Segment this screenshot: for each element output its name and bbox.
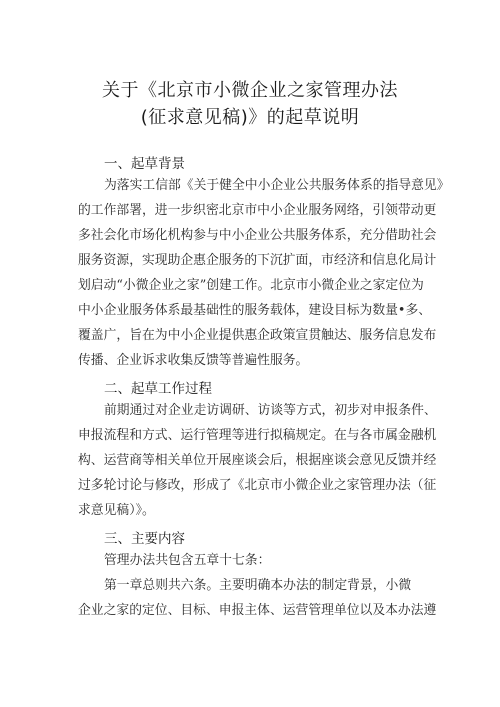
paragraph-line: 覆盖广，旨在为中小企业提供惠企政策宣贯触达、服务信息发布 <box>78 328 437 343</box>
section-heading-background: 一、起草背景 <box>104 156 185 172</box>
paragraph-line: 划启动“小微企业之家”创建工作。北京市小微企业之家定位为 <box>78 278 424 293</box>
section-heading-process: 二、起草工作过程 <box>104 381 212 397</box>
paragraph-line: 中小企业服务体系最基础性的服务载体，建设目标为数量•多、 <box>78 303 432 318</box>
paragraph-line: 的工作部署，进一步织密北京市中小企业服务网络，引领带动更 <box>78 203 437 218</box>
paragraph-line: 求意见稿）》。 <box>78 503 155 518</box>
paragraph-line: 传播、企业诉求收集反馈等普遍性服务。 <box>78 353 309 368</box>
paragraph-line: 过多轮讨论与修改，形成了《北京市小微企业之家管理办法（征 <box>78 478 437 493</box>
paragraph-line: 申报流程和方式、运行管理等进行拟稿规定。在与各市属金融机 <box>78 428 437 443</box>
paragraph-line: 前期通过对企业走访调研、访谈等方式，初步对申报条件、 <box>104 403 437 418</box>
paragraph-line: 构、运营商等相关单位开展座谈会后，根据座谈会意见反馈并经 <box>78 453 437 468</box>
document-title-line-1: 关于《北京市小微企业之家管理办法 <box>102 80 398 101</box>
document-title-line-2: (征求意见稿)》的起草说明 <box>140 107 360 128</box>
section-heading-content: 三、主要内容 <box>104 531 185 547</box>
paragraph-line: 管理办法共包含五章十七条： <box>104 553 271 568</box>
paragraph-line: 服务资源，实现助企惠企服务的下沉扩面，市经济和信息化局计 <box>78 253 437 268</box>
paragraph-line: 第一章总则共六条。主要明确本办法的制定背景，小微 <box>104 578 412 593</box>
paragraph-line: 为落实工信部《关于健全中小企业公共服务体系的指导意见》 <box>104 178 450 193</box>
paragraph-line: 企业之家的定位、目标、申报主体、运营管理单位以及本办法遵 <box>78 603 437 618</box>
paragraph-line: 多社会化市场化机构参与中小企业公共服务体系，充分借助社会 <box>78 228 437 243</box>
